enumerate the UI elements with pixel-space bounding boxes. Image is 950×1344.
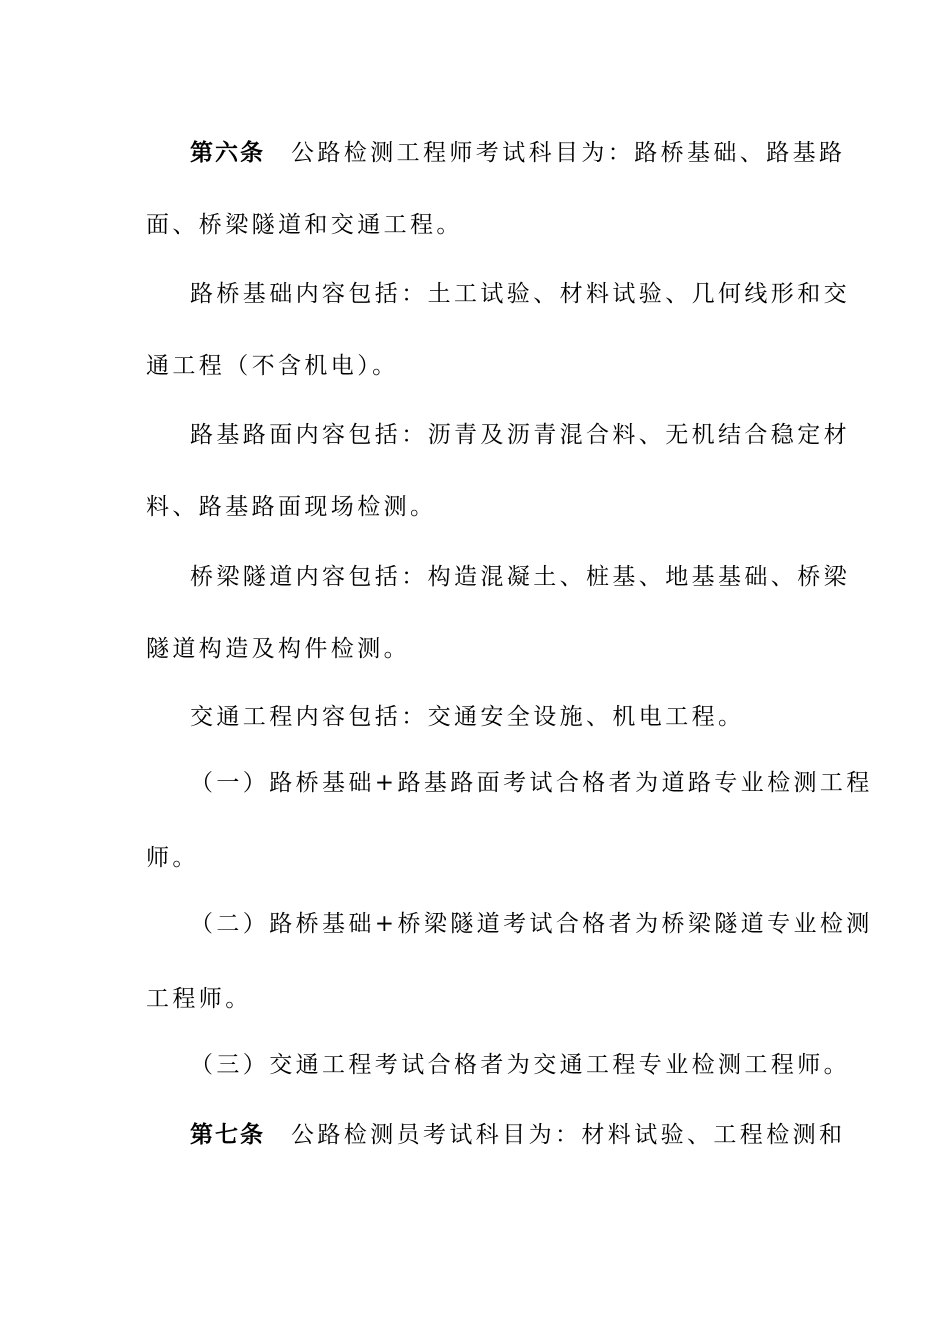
paragraph-traffic-line-1: 交通工程内容包括：交通安全设施、机电工程。 bbox=[190, 704, 745, 730]
paragraph-pavement-line-2: 料、路基路面现场检测。 bbox=[146, 494, 437, 520]
article-6-line-2: 面、桥梁隧道和交通工程。 bbox=[146, 212, 463, 238]
list-item-2-line-2: 工程师。 bbox=[146, 986, 252, 1012]
paragraph-roadbridge-line-1: 路桥基础内容包括：土工试验、材料试验、几何线形和交 bbox=[190, 281, 850, 307]
paragraph-roadbridge-line-2: 通工程（不含机电）。 bbox=[146, 353, 399, 379]
article-7-label: 第七条 bbox=[190, 1121, 265, 1148]
article-7-text: 公路检测员考试科目为：材料试验、工程检测和 bbox=[291, 1122, 846, 1148]
list-item-2-line-1: （二）路桥基础+桥梁隧道考试合格者为桥梁隧道专业检测 bbox=[190, 911, 873, 937]
article-6-text: 公路检测工程师考试科目为：路桥基础、路基路 bbox=[291, 140, 846, 166]
list-item-1-line-1: （一）路桥基础+路基路面考试合格者为道路专业检测工程 bbox=[190, 770, 873, 796]
article-6-line-1 bbox=[190, 138, 846, 168]
paragraph-bridge-tunnel-line-1: 桥梁隧道内容包括：构造混凝土、桩基、地基基础、桥梁 bbox=[190, 564, 850, 590]
paragraph-pavement-line-1: 路基路面内容包括：沥青及沥青混合料、无机结合稳定材 bbox=[190, 422, 850, 448]
list-item-3-line-1: （三）交通工程考试合格者为交通工程专业检测工程师。 bbox=[190, 1052, 850, 1078]
paragraph-bridge-tunnel-line-2: 隧道构造及构件检测。 bbox=[146, 636, 410, 662]
article-6-label: 第六条 bbox=[190, 139, 265, 166]
list-item-1-line-2: 师。 bbox=[146, 845, 199, 871]
article-7-line-1 bbox=[190, 1120, 846, 1150]
